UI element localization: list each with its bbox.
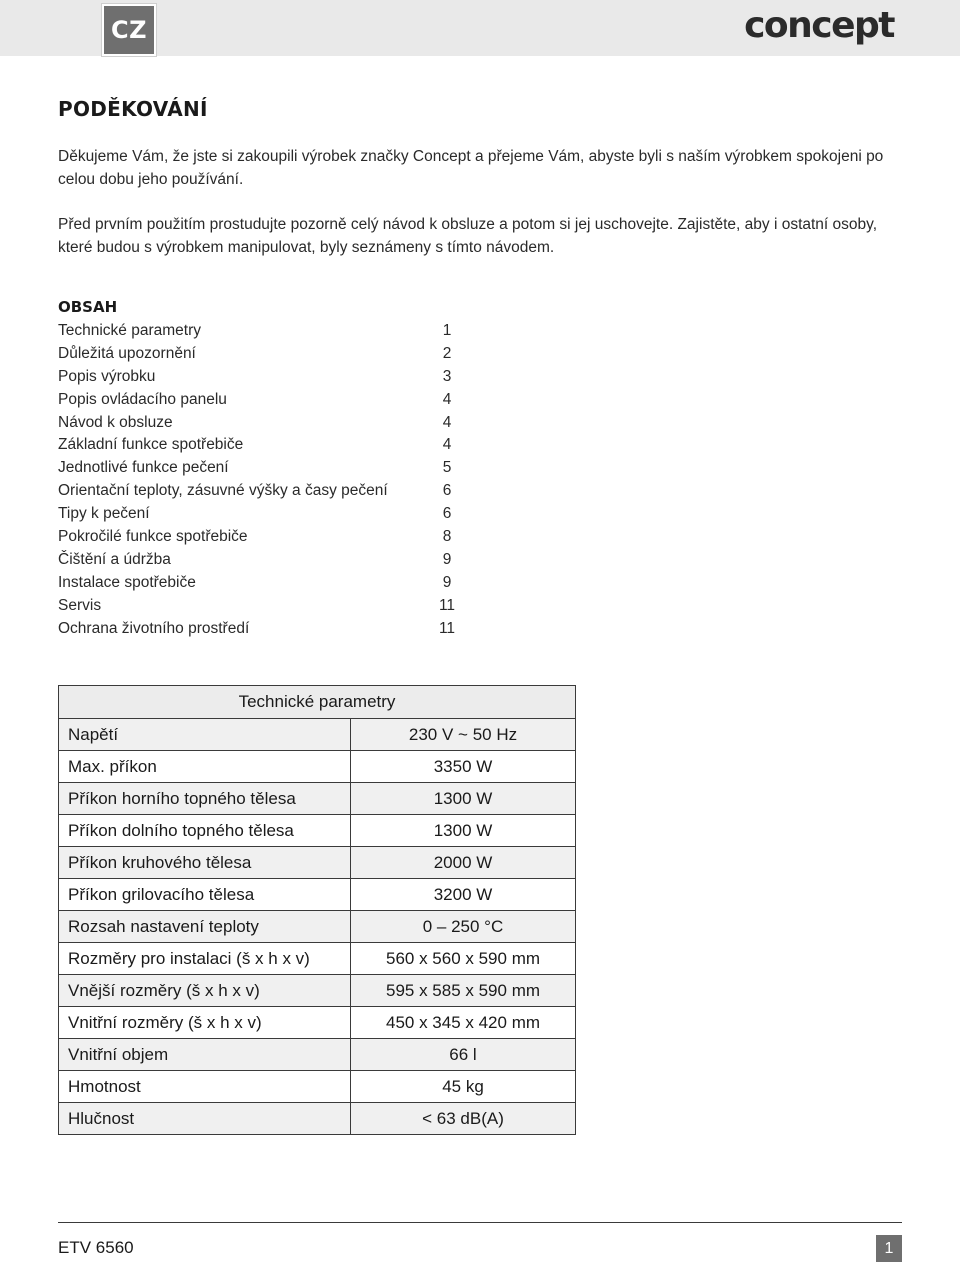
toc-item-label: Návod k obsluze <box>58 413 173 431</box>
table-row <box>59 1103 576 1135</box>
toc-item-page: 8 <box>442 528 452 546</box>
spec-value: 1300 W <box>351 783 576 815</box>
toc-item-label: Tipy k pečení <box>58 505 150 523</box>
toc-item <box>58 389 458 412</box>
toc-item-label: Popis výrobku <box>58 367 156 385</box>
toc-item-label: Pokročilé funkce spotřebiče <box>58 528 248 546</box>
table-row <box>59 1007 576 1039</box>
spec-key: Max. příkon <box>59 751 351 783</box>
toc-item-label: Technické parametry <box>58 322 202 339</box>
toc-item <box>58 457 458 480</box>
table-of-contents <box>58 320 458 640</box>
model-number: ETV 6560 <box>58 1238 134 1257</box>
spec-value: 595 x 585 x 590 mm <box>351 975 576 1007</box>
spec-table <box>58 685 576 1135</box>
table-row <box>59 847 576 879</box>
toc-item <box>58 549 458 572</box>
toc-item <box>58 572 458 595</box>
toc-item <box>58 320 458 343</box>
table-row <box>59 815 576 847</box>
toc-item <box>58 412 458 435</box>
toc-item <box>58 343 458 366</box>
toc-item-label: Jednotlivé funkce pečení <box>58 459 229 477</box>
toc-item-page: 4 <box>442 390 452 408</box>
toc-item-page: 3 <box>442 367 452 385</box>
toc-item-page: 4 <box>442 413 452 431</box>
spec-key: Vnitřní rozměry (š x h x v) <box>59 1007 351 1039</box>
toc-item-page: 1 <box>442 322 452 339</box>
table-row <box>59 911 576 943</box>
toc-item-page: 9 <box>442 573 452 591</box>
page-title: PODĚKOVÁNÍ <box>58 97 208 121</box>
spec-value: 450 x 345 x 420 mm <box>351 1007 576 1039</box>
toc-item-page: 11 <box>438 619 456 637</box>
table-row <box>59 751 576 783</box>
spec-value: 1300 W <box>351 815 576 847</box>
spec-value: 3350 W <box>351 751 576 783</box>
toc-item-page: 6 <box>442 505 452 523</box>
brand-logo: concept <box>744 5 894 46</box>
toc-item-label: Ochrana životního prostředí <box>58 619 250 637</box>
toc-item <box>58 618 458 641</box>
spec-value: < 63 dB(A) <box>351 1103 576 1135</box>
toc-item-page: 9 <box>442 550 452 568</box>
intro-paragraph-1: Děkujeme Vám, že jste si zakoupili výrobek značky Concept a přejeme Vám, abyste byli s naším výrobkem spokojeni po celou dobu jeho používání. <box>58 148 884 188</box>
toc-item-label: Základní funkce spotřebiče <box>58 436 244 454</box>
toc-item-label: Čištění a údržba <box>58 550 171 568</box>
spec-key: Rozsah nastavení teploty <box>59 911 351 943</box>
toc-item <box>58 526 458 549</box>
spec-value: 45 kg <box>351 1071 576 1103</box>
toc-item-label: Servis <box>58 596 102 614</box>
spec-key: Hmotnost <box>59 1071 351 1103</box>
table-row <box>59 943 576 975</box>
table-row <box>59 879 576 911</box>
intro-paragraph-2: Před prvním použitím prostudujte pozorně celý návod k obsluze a potom si jej uschovejte. Zajistěte, aby i ostatní osoby, které budou s výrobkem manipulovat, byly seznámeny s tímto návodem. <box>58 216 878 256</box>
spec-key: Hlučnost <box>59 1103 351 1135</box>
spec-key: Příkon kruhového tělesa <box>59 847 351 879</box>
toc-item <box>58 503 458 526</box>
toc-item-page: 2 <box>442 344 452 362</box>
page-number: 1 <box>876 1235 902 1262</box>
toc-item-label: Popis ovládacího panelu <box>58 390 227 408</box>
footer-divider <box>58 1222 902 1223</box>
spec-table-title: Technické parametry <box>59 686 576 719</box>
toc-title: OBSAH <box>58 298 118 316</box>
toc-item-label: Instalace spotřebiče <box>58 573 196 591</box>
toc-item <box>58 595 458 618</box>
toc-item-label: Důležitá upozornění <box>58 344 196 362</box>
spec-value: 0 – 250 °C <box>351 911 576 943</box>
spec-key: Příkon dolního topného tělesa <box>59 815 351 847</box>
spec-key: Vnitřní objem <box>59 1039 351 1071</box>
spec-value: 560 x 560 x 590 mm <box>351 943 576 975</box>
toc-item-page: 6 <box>442 482 452 500</box>
spec-key: Příkon grilovacího tělesa <box>59 879 351 911</box>
spec-value: 66 l <box>351 1039 576 1071</box>
toc-item-page: 5 <box>442 459 452 477</box>
table-row <box>59 719 576 751</box>
table-row <box>59 1039 576 1071</box>
spec-key: Napětí <box>59 719 351 751</box>
spec-value: 2000 W <box>351 847 576 879</box>
table-row <box>59 1071 576 1103</box>
language-badge: CZ <box>102 4 156 56</box>
spec-value: 3200 W <box>351 879 576 911</box>
toc-item-page: 11 <box>438 596 456 614</box>
spec-key: Vnější rozměry (š x h x v) <box>59 975 351 1007</box>
toc-item <box>58 480 458 503</box>
toc-item-page: 4 <box>442 436 452 454</box>
toc-item-label: Orientační teploty, zásuvné výšky a časy pečení <box>58 482 388 500</box>
spec-key: Rozměry pro instalaci (š x h x v) <box>59 943 351 975</box>
spec-key: Příkon horního topného tělesa <box>59 783 351 815</box>
toc-item <box>58 366 458 389</box>
spec-value: 230 V ~ 50 Hz <box>351 719 576 751</box>
table-row <box>59 783 576 815</box>
table-row <box>59 975 576 1007</box>
toc-item <box>58 434 458 457</box>
